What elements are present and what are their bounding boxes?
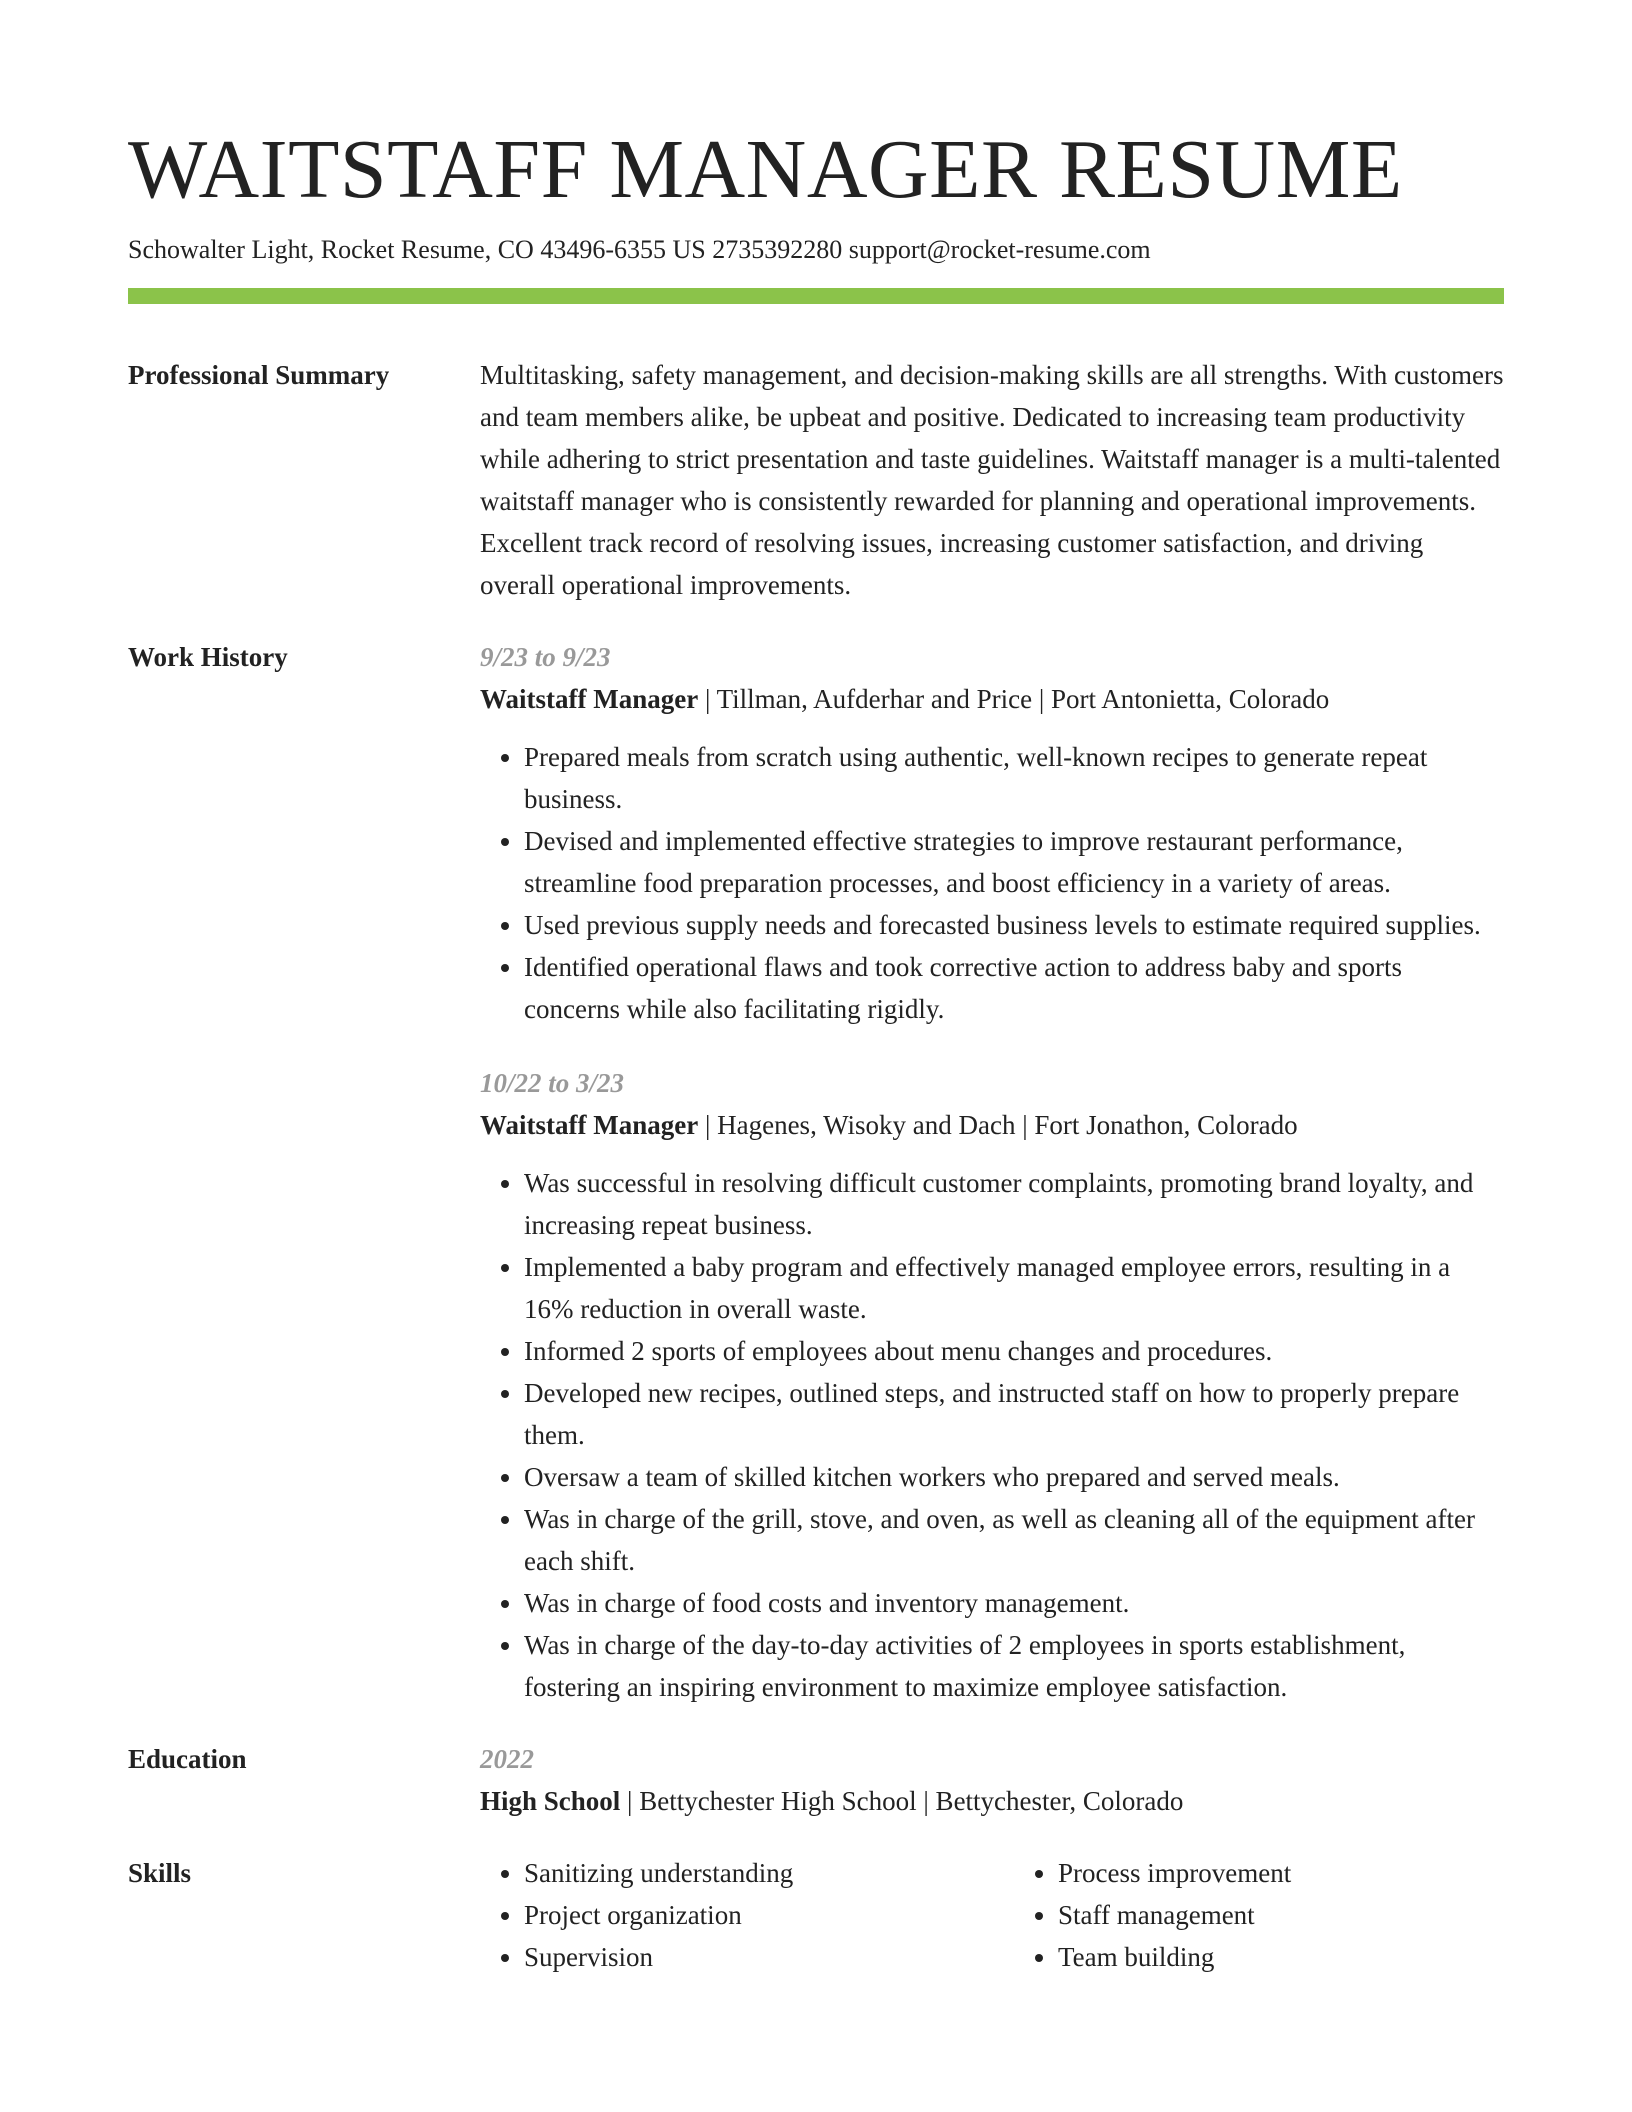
skills-left-column: [480, 1852, 970, 1978]
job-title: Waitstaff Manager: [480, 684, 699, 714]
skill-item: • Process improvement: [1058, 1852, 1504, 1894]
education-degree: High School: [480, 1786, 621, 1816]
section-label: Education: [128, 1744, 247, 1774]
resume-page: [128, 120, 1504, 1978]
job-bullets: [480, 736, 1504, 1030]
job-bullet: • Developed new recipes, outlined steps, and instructed staff on how to properly prepare them.: [524, 1372, 1504, 1456]
work-history-list: [480, 636, 1504, 1708]
education-section: [128, 1738, 1504, 1822]
summary-text: Multitasking, safety management, and decision-making skills are all strengths. With customers and team members alike, be upbeat and positive. Dedicated to increasing team productivity while adhering to strict presentation and taste guidelines. Waitstaff manager is a multi-talented waitstaff manager who is consistently rewarded for planning and operational improvements. Excellent track record of resolving issues, increasing customer satisfaction, and driving overall operational improvements.: [480, 360, 1504, 600]
skill-item: • Sanitizing understanding: [524, 1852, 970, 1894]
professional-summary-section: [128, 354, 1504, 606]
job-bullet: • Devised and implemented effective strategies to improve restaurant performance, streamline food preparation processes, and boost efficiency in a variety of areas.: [524, 820, 1504, 904]
job-details: | Tillman, Aufderhar and Price | Port Antonietta, Colorado: [698, 684, 1330, 714]
job-bullet: • Informed 2 sports of employees about menu changes and procedures.: [524, 1330, 1504, 1372]
job-entry: [480, 1062, 1504, 1708]
job-bullet: • Implemented a baby program and effectively managed employee errors, resulting in a 16% reduction in overall waste.: [524, 1246, 1504, 1330]
job-title: Waitstaff Manager: [480, 1110, 699, 1140]
job-heading: [480, 1104, 1504, 1146]
skill-item: • Project organization: [524, 1894, 970, 1936]
skill-item: • Team building: [1058, 1936, 1504, 1978]
job-bullet: • Was successful in resolving difficult customer complaints, promoting brand loyalty, and increasing repeat business.: [524, 1162, 1504, 1246]
job-bullet: • Used previous supply needs and forecasted business levels to estimate required supplies.: [524, 904, 1504, 946]
job-bullet: • Was in charge of the day-to-day activities of 2 employees in sports establishment, fostering an inspiring environment to maximize employee satisfaction.: [524, 1624, 1504, 1708]
section-label: Work History: [128, 642, 288, 672]
skills-right-column: [1014, 1852, 1504, 1978]
section-label: Skills: [128, 1858, 192, 1888]
education-details: | Bettychester High School | Bettychester, Colorado: [620, 1786, 1184, 1816]
job-bullet: • Was in charge of food costs and inventory management.: [524, 1582, 1504, 1624]
skills-columns: [480, 1852, 1504, 1978]
accent-divider: [128, 288, 1504, 304]
job-bullet: • Was in charge of the grill, stove, and oven, as well as cleaning all of the equipment after each shift.: [524, 1498, 1504, 1582]
job-bullet: • Prepared meals from scratch using authentic, well-known recipes to generate repeat business.: [524, 736, 1504, 820]
resume-title: WAITSTAFF MANAGER RESUME: [128, 123, 1403, 216]
skill-item: • Supervision: [524, 1936, 970, 1978]
education-heading: [480, 1780, 1504, 1822]
job-bullets: [480, 1162, 1504, 1708]
section-label: Professional Summary: [128, 360, 390, 390]
job-bullet: • Oversaw a team of skilled kitchen workers who prepared and served meals.: [524, 1456, 1504, 1498]
job-entry: [480, 636, 1504, 1030]
work-history-section: [128, 636, 1504, 1708]
job-details: | Hagenes, Wisoky and Dach | Fort Jonathon, Colorado: [698, 1110, 1298, 1140]
skill-item: • Staff management: [1058, 1894, 1504, 1936]
job-dates: 9/23 to 9/23: [480, 642, 611, 672]
skills-section: [128, 1852, 1504, 1978]
job-dates: 10/22 to 3/23: [480, 1068, 625, 1098]
education-entry: [480, 1738, 1504, 1822]
job-bullet: • Identified operational flaws and took corrective action to address baby and sports concerns while also facilitating rigidly.: [524, 946, 1504, 1030]
contact-line: Schowalter Light, Rocket Resume, CO 43496-6355 US 2735392280 support@rocket-resume.com: [128, 235, 1151, 264]
education-year: 2022: [480, 1744, 534, 1774]
job-heading: [480, 678, 1504, 720]
